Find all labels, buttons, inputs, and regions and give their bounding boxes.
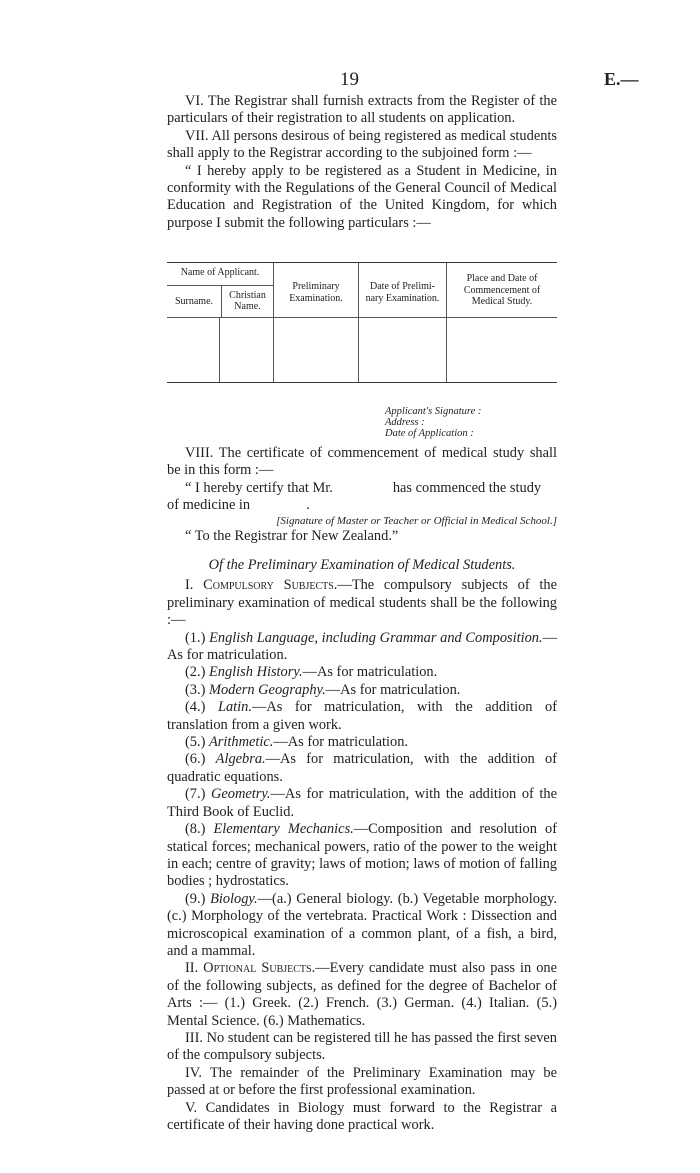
date-application-label: Date of Application : xyxy=(385,428,474,439)
certificate-line-2 xyxy=(167,497,557,514)
subject-name: English Language, including Grammar and Composition. xyxy=(209,629,543,646)
compulsory-label: I. Compulsory Subjects. xyxy=(185,577,338,594)
subject-text: —Composition and resolution of statical forces; mechanical powers, ratio of the power to the weight in each; centre of gravity; laws of motion; laws of motion of falling bodies ; hydrostatics. xyxy=(167,821,557,890)
subject-text: —As for matriculation, with the addition of quadratic equations. xyxy=(167,751,557,785)
subject-name: Latin. xyxy=(217,699,252,716)
section-heading: Of the Preliminary Examination of Medical Students. xyxy=(208,557,516,573)
blank-cell xyxy=(359,318,447,383)
document-reference: E.— xyxy=(604,69,639,89)
subject-item xyxy=(167,699,557,734)
paragraph-iii: III. No student can be registered till he has passed the first seven of the compulsory subjects. xyxy=(167,1029,557,1064)
certificate-section xyxy=(167,445,557,545)
name-of-applicant: Name of Applicant. xyxy=(167,263,273,286)
optional-paragraph xyxy=(167,960,557,1030)
subject-name: English History. xyxy=(209,664,303,681)
subject-number: (5.) xyxy=(185,734,206,751)
subject-name: Biology. xyxy=(210,890,258,907)
optional-text: —Every candidate must also pass in one of the following subjects, as defined for the degree of Bachelor of Arts :— (1.) Greek. (2.) French. (3.) German. (4.) Italian. (5.) Mental Science. (6.) Mathematics. xyxy=(167,960,557,1029)
blank-cell xyxy=(274,318,359,383)
subject-number: (1.) xyxy=(185,629,206,646)
preliminary-exam-header: Preliminary Examination. xyxy=(274,263,359,318)
paragraph-v: V. Candidates in Biology must forward to the Registrar a certificate of their having done practical work. xyxy=(167,1099,557,1133)
subject-number: (2.) xyxy=(185,664,206,681)
subject-item xyxy=(167,891,557,961)
surname-label: Surname. xyxy=(174,295,214,307)
subject-item xyxy=(167,734,557,751)
to-registrar: “ To the Registrar for New Zealand.” xyxy=(185,527,399,544)
subject-item xyxy=(167,630,557,665)
subject-number: (6.) xyxy=(185,751,206,768)
christian-name-label: Christian Name. xyxy=(221,286,273,318)
signature-block xyxy=(385,406,481,439)
subject-number: (9.) xyxy=(185,890,206,907)
subject-name: Algebra. xyxy=(215,751,266,768)
paragraph-vi: VI. The Registrar shall furnish extracts from the Register of the particulars of their registration to all students on application. xyxy=(167,93,557,127)
page-number: 19 xyxy=(340,69,359,90)
subject-text: —As for matriculation. xyxy=(325,681,461,698)
certificate-line xyxy=(167,480,557,497)
name-header-cell xyxy=(167,263,274,318)
subject-text: — As for matriculation. xyxy=(167,629,557,664)
compulsory-paragraph xyxy=(167,577,557,629)
optional-label: II. Optional Subjects. xyxy=(185,960,316,977)
subject-name: Arithmetic. xyxy=(209,734,274,751)
cert-text-4: . xyxy=(306,497,310,514)
subject-text: —As for matriculation. xyxy=(302,664,438,681)
subject-text: —(a.) General biology. (b.) Vegetable morphology. (c.) Morphology of the vertebrata. Practical Work : Dissection and microscopical examination of a common plant, of a fish, a bird, and a mammal. xyxy=(167,890,557,959)
subject-text: —As for matriculation. xyxy=(273,734,409,751)
compulsory-subjects-list xyxy=(167,630,557,961)
subject-item xyxy=(167,821,557,891)
date-prelim-header: Date of Prelimi- nary Examination. xyxy=(359,263,447,318)
paragraph-iv: IV. The remainder of the Preliminary Examination may be passed at or before the first professional examination. xyxy=(167,1064,557,1099)
registration-section xyxy=(167,93,557,232)
applicant-signature-label: Applicant's Signature : xyxy=(385,406,482,417)
form-intro: “ I hereby apply to be registered as a Student in Medicine, in conformity with the Regulations of the General Council of Medical Education and Registration of the United Kingdom, for which purpose I submit the following particulars :— xyxy=(167,162,557,231)
paragraph-viii: VIII. The certificate of commencement of medical study shall be in this form :— xyxy=(167,445,557,479)
subject-item xyxy=(167,751,557,786)
subject-item xyxy=(167,786,557,821)
subject-item xyxy=(167,664,557,681)
subject-number: (3.) xyxy=(185,681,206,698)
place-date-header: Place and Date of Commencement of Medical Study. xyxy=(447,263,558,318)
blank-name-cell xyxy=(167,318,274,383)
subject-item xyxy=(167,682,557,699)
subject-name: Geometry. xyxy=(210,786,271,803)
subject-name: Modern Geography. xyxy=(209,681,326,698)
cert-text-2: has commenced the study xyxy=(392,479,542,496)
subject-text: —As for matriculation, with the addition of the Third Book of Euclid. xyxy=(167,786,557,820)
signature-note: [Signature of Master or Teacher or Official in Medical School.] xyxy=(276,514,557,527)
subject-number: (8.) xyxy=(185,821,206,838)
cert-text-1: “ I hereby certify that Mr. xyxy=(185,479,333,496)
compulsory-text: —The compulsory subjects of the preliminary examination of medical students shall be the following :— xyxy=(167,577,557,629)
address-label: Address : xyxy=(385,417,425,428)
application-form-table xyxy=(167,262,557,383)
cert-text-3: of medicine in xyxy=(167,497,251,514)
blank-cell xyxy=(447,318,558,383)
paragraph-vii: VII. All persons desirous of being registered as medical students shall apply to the Registrar according to the subjoined form :— xyxy=(167,127,557,162)
subject-number: (4.) xyxy=(185,699,206,716)
subject-text: —As for matriculation, with the addition of translation from a given work. xyxy=(167,699,557,733)
preliminary-exam-section xyxy=(167,557,557,1134)
subject-name: Elementary Mechanics. xyxy=(213,821,354,838)
subject-number: (7.) xyxy=(185,786,206,803)
